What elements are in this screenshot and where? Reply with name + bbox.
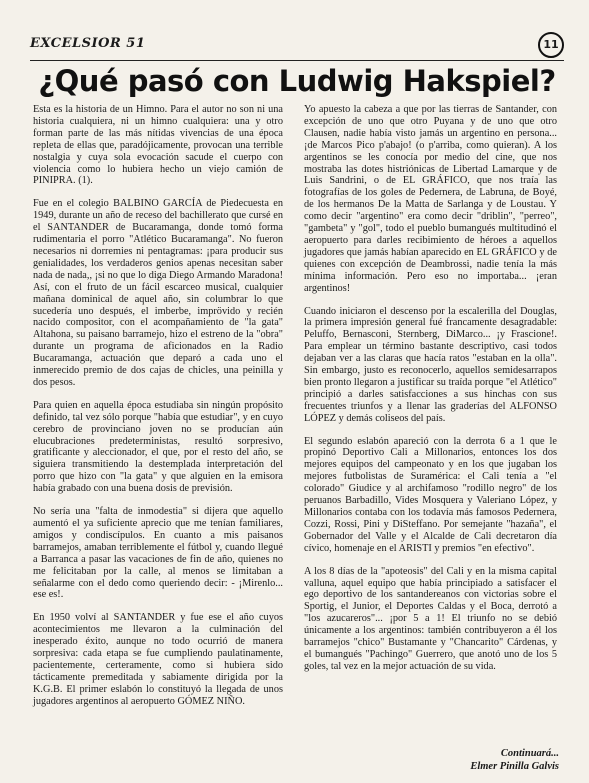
magazine-name: EXCELSIOR 51 xyxy=(30,36,146,51)
paragraph: Fue en el colegio BALBINO GARCÍA de Piedecuesta en 1949, durante un año de receso del bachillerato que cursé en el SANTANDER de Bucaramanga, donde tomó forma rudimentaria el porro "Atlético Bucaramanga". No fueron necesarios ni dorremies ni pentagramas: ¡para producir sus genialidades, los verdaderos genios apenas necesitan saber nada de nada,, ¡si no que lo diga Diego Armando Maradona! Así, con el fruto de un fácil escarceo musical, cualquier mañana dominical de aquel año, sin columbrar lo que sucedería uno después, el imberbe, imprövido y recién nacido compositor, con el acompañamiento de "la gata" Altahona, su paisano barramejo, hizo el estreno de la "obra" durante un programa de aficionados en la Radio Bucaramanga, actuación que deparó a cada uno el inmerecido premio de dos cajas de chicles, una peinilla y dos pesos. xyxy=(33,198,283,388)
paragraph: Esta es la historia de un Himno. Para el autor no son ni una historia cualquiera, ni un himno cualquiera: una y otro forman parte de las más nítidas vivencias de una época repleta de ellas que, paradójicamente, provocan una terrible nostalgia y cuya sola evocación sacude el cuerpo con violencia como lo hubiera hecho un viejo camión de PINIPRA. (1). xyxy=(33,104,283,187)
signature-block xyxy=(470,747,559,773)
article-title: ¿Qué pasó con Ludwig Hakspiel? xyxy=(38,64,556,98)
page-number: 11 xyxy=(538,32,564,58)
paragraph: Yo apuesto la cabeza a que por las tierras de Santander, con excepción de uno que otro Puyana y de uno que otro Clausen, nadie había visto jamás un argentino en persona... ¡de Marcos Pico p'abajo! (o p'arriba, como quieran). A los argentinos se les conocía por medio del cine, que nos mostraba las dotes histriónicas de Libertad Lamarque y de Luis Sandrini, o de EL GRÁFICO, que nos traía las fotografías de los goles de Pedernera, de Labruna, de Boyé, de los hermanos De la Matta de Sarlanga y de Loustau. Y como decir "argentino" era como decir "driblin", "perreo", "gambeta" y "gol", todo el pueblo bumangués multitudinó el aeropuerto para darles recibimiento de héroes a aquellos jugadores que jamás habían aparecido en EL GRÁFICO y de quienes con excepción de Deambrossi, nadie tenía la más mínima información. Pero eso no importaba... ¡eran argentinos! xyxy=(304,104,557,294)
continued-note: Continuará... xyxy=(500,748,559,759)
paragraph: A los 8 días de la "apoteosis" del Cali y en la misma capital valluna, aquel equipo que había principiado a satisfacer el ego deportivo de los santandereanos con victorias sobre el Sportig, el Junior, el Deportes Caldas y el Boca, derrotó a "los azucareros"... ¡por 5 a 1! El triunfo no se debió únicamente a los argentinos: también contribuyeron a él los barramejos "chico" Bustamante y "Chancarito" Cárdenas, y el bumangués "Pachingo" Guerrero, que anotó uno de los 5 goles, tal vez en la mejor actuación de su vida. xyxy=(304,565,557,672)
left-column xyxy=(33,104,283,719)
paragraph: En 1950 volví al SANTANDER y fue ese el año cuyos acontecimientos me llevaron a la culminación del inesperado éxito, aunque no todo ocurrió de manera sorpresiva: cada etapa se fue cumpliendo paulatinamente, pacientemente, certeramente, como si hubiera sido tácticamente premeditada y sabiamente dirigida por la K.G.B. El primer eslabón lo constituyó la llegada de unos jugadores argentinos al aeropuerto GÓMEZ NIÑO. xyxy=(33,612,283,707)
paragraph: No sería una "falta de inmodestia" si dijera que aquello aumentó el ya suficiente aprecio que me tenían familiares, amigos y condiscípulos. En cuanto a mis paisanos barramejos, amaban terriblemente el fútbol y, cuando llegué a Barranca a pasar las vacaciones de fin de año, quienes no me felicitaban por la calle, al menos se limitaban a señalarme con el dedo como queriendo decir: - ¡Mirenlo... ese es!. xyxy=(33,506,283,601)
right-column xyxy=(304,104,557,684)
paragraph: El segundo eslabón apareció con la derrota 6 a 1 que le propinó Deportivo Cali a Millonarios, entonces los dos mejores equipos del campeonato y en los que jugaban los mejores futbolistas de Suramérica: el Cali tenía a "el colorado" Giudice y al archifamoso "rodillo negro" de los peruanos Barbadillo, Vides Mosquera y Valeriano López, y Millonarios contaba con los todavía más famosos Pedernera, Cozzi, Rossi, Pini y DiSteffano. Por semejante "hazaña", el Gobernador del Valle y el Alcalde de Cali decretaron día cívico, homenaje en el ARISTI y premios "en efectivo". xyxy=(304,435,557,554)
author-name: Elmer Pinilla Galvis xyxy=(470,761,559,772)
paragraph: Para quien en aquella época estudiaba sin ningún propósito definido, tal vez sólo porque "había que estudiar", y en cuyo cerebro de provinciano joven no se producían aún elucubraciones predeterministas, resultó sorpresivo, gratificante y aleccionador, el que, por el resto del año, se siguiera transmitiendo la destemplada interpretación del porro que hizo con "la gata" y que alguien en la emisora había grabado con una buena dosis de previsión. xyxy=(33,399,283,495)
paragraph: Cuando iniciaron el descenso por la escalerilla del Douglas, la primera impresión general fué francamente desagradable: Peluffo, Bernasconi, Sternberg, DiMarco... ¡y Frascione!. Para emplear un término bastante descriptivo, casi todos dejaban ver a las claras que hacía ratos "estaban en la olla". Sin embargo, justo es reconocerlo, aquellos semidesarrapos bien pronto llegaron a justificar su traída porque "el Atlético" principió a darles satisfacciones a sus hinchas con sus frecuentes triunfos y a llenar las graderías del ALFONSO LÓPEZ y demás coliseos del país. xyxy=(304,305,557,424)
page-header xyxy=(30,36,564,60)
header-rule xyxy=(30,60,564,61)
